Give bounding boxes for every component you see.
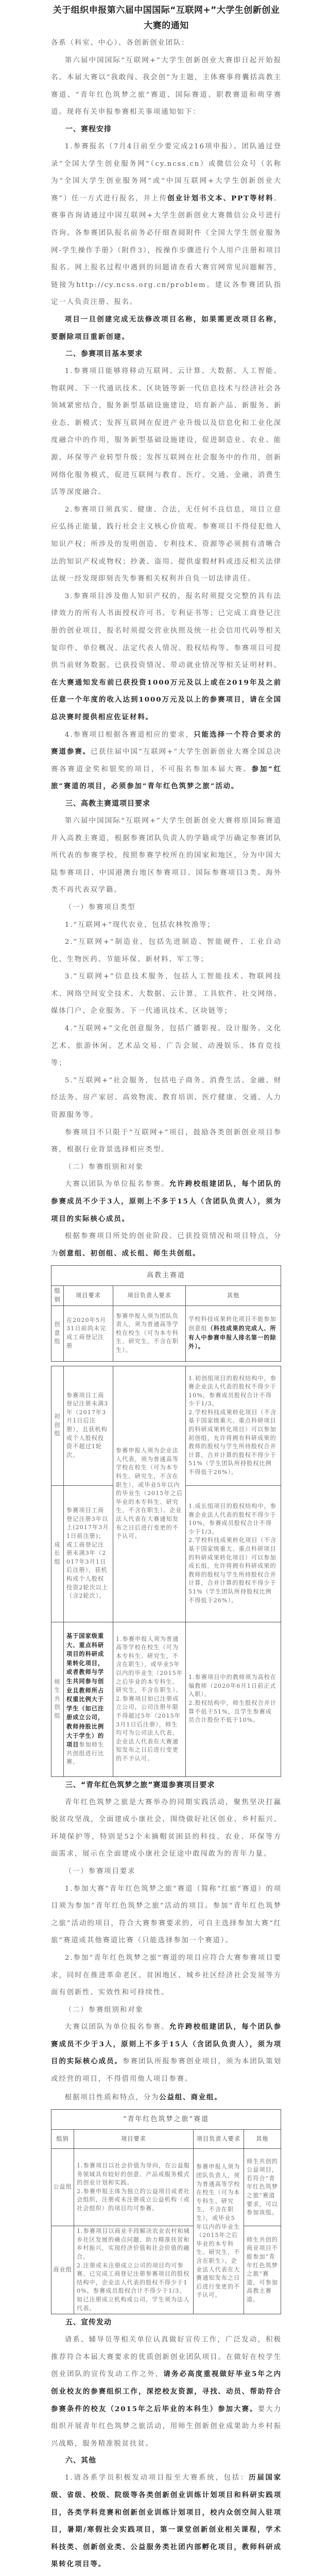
other-cell: 师生共创的商业项目不能参加“青年红色筑梦之旅”赛道，可参加高教主赛道。 [244, 2226, 281, 2314]
group-list [51, 1228, 282, 1262]
salutation: 各系（科室、中心）、各创新创业团队： [51, 39, 189, 47]
project-requirement-cell: 1.参赛项目以社会价值为导向，在公益服务领域具有较好的创意、产品或服务模式的创业计划和实践。 2.参赛申报主体为独立的公益项目或者社会组织，注册或未注册成立公益机构（或社会组织）的项目均可参赛。 [74, 2149, 194, 2226]
publicity-paragraph [51, 2331, 282, 2452]
text-run-bold: 创意组、初创组、成长组、师生共创组。 [59, 1249, 201, 1258]
requirement-3 [51, 588, 282, 726]
column-header-leader-requirement: 项目负责人要求 [194, 2130, 244, 2149]
text-run: 大赛以团队为单位报名参赛。 [64, 2023, 169, 2031]
text-run: 4.参赛项目根据各赛道相应的要求， [64, 731, 194, 739]
text-run: 学校科技成果转化项目不能参加创意组 [188, 1316, 276, 1332]
table-row [51, 1622, 281, 1776]
text-run: 根据项目性质和特点，分为 [64, 2093, 160, 2102]
text-run: 参加师生共创组进行比赛。 [66, 1741, 105, 1766]
project-type-list [51, 917, 282, 1124]
other-cell: 1.参赛项目中的教师须为高校在编教师（2020年6月1日前正式入职）。 2.股权结构中，师生股权合并计算不低于51%，且学生参赛成员合计股份不低于10%。 [186, 1622, 281, 1776]
text-run-bold: 允许跨校组建团队，每个团队参赛成员不少于3人，原则上不多于15人（含团队负责人），须为项目的实际核心成员。 [51, 2023, 282, 2066]
text-run: 。赛事咨询请通过中国互联网+大学生创新创业大赛微信公众号进行咨询。各参赛团队报名前务必仔细查阅附件《全国大学生创业服务网-学生操作手册》（附件3），按操作步骤进行个人用户注册和项目报名。网上报名过程中遇到的问题请查看大赛官网常见问题解答，链接为http://cy.ncss.org.cn/problem。建议各参赛团队指定一人负责注册、报名。 [51, 194, 282, 307]
group-cell: 创意组 [51, 1306, 64, 1361]
column-header-group: 组别 [51, 2130, 74, 2149]
team-rules [51, 1176, 282, 1228]
text-run: 参赛团队所报参赛创业项目，须为本团队策划或经营的项目，不得借用他人项目参赛。 [51, 2058, 282, 2083]
column-header-project-requirement: 项目要求 [64, 1286, 113, 1306]
schedule-paragraph-rename: 项目一旦创建完成无法修改项目名称，如果需更改项目名称，要删除项目重新创建。 [51, 315, 282, 341]
column-header-other: 其他 [186, 1286, 281, 1306]
group-cell: 成长组 [51, 1485, 64, 1622]
table-row [51, 2149, 281, 2226]
project-type-item: 5.“互联网+”社会服务，包括电子商务、消费生活、金融、财经法务、房产家居、高效物流、教育培训、医疗健康、交通、人力资源服务等。 [51, 1076, 282, 1120]
text-run: 已获往届中国“互联网+”大学生创新创业大赛全国总决赛各赛道金奖和银奖的项目，不可报名参加本届大赛。 [51, 748, 282, 773]
project-type-item: 4.“互联网+”文化创意服务，包括广播影视、设计服务、文化艺术、旅游休闲、艺术品交易、广告会展、动漫娱乐、体育竞技等； [51, 1025, 282, 1067]
table-row [51, 2226, 281, 2314]
subheading-project-requirements: （一）参赛项目要求 [64, 1867, 136, 1875]
section-heading-higher-ed-track: 三、高教主赛道项目要求 [65, 799, 150, 808]
other-item-2 [51, 2573, 282, 2576]
table-caption-row [51, 1266, 281, 1286]
leader-requirement-cell: 1.参赛申报人须为普通高等学校在校生（可为本专科生、研究生，不含在职生），或毕业5年以内的毕业生（2015年之后毕业的本专科生、研究生，不含在职生）。 2.参赛项目如已注册成立公司，公司注册年限不得超过5年（2015年3月1日后注册），师生均可为公司法人代表。企业法人代表在大赛通知发布之日后进行变更的不予认可。 [113, 1622, 186, 1776]
project-requirement-cell: 1.参赛项目以商业手段解决农业农村和城乡社区发展的痛点问题、助力精准扶贫和乡村振兴，实现经济价值和社会价值的融合。 2.注册或未注册成立公司的项目均可参赛。已完成工商登记注册参赛项目的股权结构中，企业法人代表的股权不得少于10%，参赛成员股权合计不得少于1/3。如已注册成立机构或公司，学生须为法人代表。 [74, 2226, 194, 2314]
requirement-1: 1.参赛项目能够将移动互联网、云计算、大数据、人工智能、物联网、下一代通讯技术、区块链等新一代信息技术与经济社会各领域紧密结合，服务新型基础设施建设，培育新产品、新服务、新业态、新模式；发挥互联网在促进产业升级以及信息化和工业化深度融合中的作用，服务新型基础设施建设，促进制造业、农业、能源、环保等产业转型升级；发挥互联网在社会服务中的作用，创新网络化服务模式，促进互联网与教育、医疗、交通、金融、消费生活等深度融合。 [51, 367, 282, 497]
red-tour-requirement-2: 2.参加“青年红色筑梦之旅”赛道的项目应符合大赛参赛项目要求，同时在推进革命老区、贫困地区、城乡社区经济社会发展等方面有创新性、实效性和可持续性。 [51, 1954, 282, 1997]
table-header-row [51, 2130, 281, 2149]
other-cell: 1.成长组项目的股权结构中，参赛企业法人代表的股权不得少于10%，参赛成员股权合计不得少于1/3。 2.学校科技成果转化项目（不含基于国家级重大、重点科研项目的科研成果转化项目）可以参加成长组，允许将拥有科研成果的教师的股权与学生所持股权合并计算，合并计算的股权不得少于51%（学生团队所持股权比例不得低于26%）。 [186, 1485, 281, 1622]
leader-requirement-cell-shared: 参赛申报人须为团队负责人，须为普通高等学校在校生（可为本专科生、研究生，不含在职生），或毕业5年以内的毕业生（2015年之后毕业的本专科生、研究生，不含在职生）。企业法人代表在大赛通知发布之日后进行变更的不予认可。 [194, 2149, 244, 2314]
document-title: 关于组织申报第六届中国国际“互联网+”大学生创新创业大赛的通知 [53, 5, 280, 31]
group-cell: 初创组 [51, 1366, 64, 1485]
project-requirement-cell: 参赛项目工商登记注册未满3年（2017年3月1日后注册），且获机构或个人股权投资不超过1轮次。 [64, 1366, 113, 1485]
project-type-item: 2.“互联网+”制造业，包括先进制造、智能硬件、工业自动化、生物医药、节能环保、新材料、军工等； [51, 938, 282, 963]
document-page [51, 0, 282, 2576]
text-run: 请系、辅导员等相关单位认真做好宣传工作，广泛发动，积极推荐符合本届大赛要求的优质创新创业团队项目。在做好在校学生创业团队的宣传发动工作之外， [51, 2336, 282, 2379]
group-cell: 师生共创组 [51, 1622, 64, 1776]
table-header-row [51, 1286, 281, 1306]
text-run: 要大力组织开展青年红色筑梦之旅活动，用师生创新创业成果助力乡村振兴战略，服务精准脱贫扶贫。 [51, 2405, 282, 2448]
group-list [51, 2089, 282, 2107]
leader-requirement-cell: 参赛申报人须为团队负责人，须为普通高等学校在校生（可为本专科生、研究生，不含在职生）。 [113, 1306, 186, 1361]
table-caption: “青年红色筑梦之旅”赛道 [51, 2110, 281, 2130]
text-run-bold: 参加“红旅”赛道的项目，必须参加“青年红色筑梦之旅”活动。 [51, 765, 282, 791]
text-run-bold: 创业计划书文本、PPT等材料 [167, 194, 274, 202]
section-heading-basic-requirements: 二、参赛项目基本要求 [65, 350, 143, 359]
text-run: 3.参赛项目涉及他人知识产权的，报名时须提交完整的具有法律效力的所有人书面授权许可书、专利证书等；已完成工商登记注册的创业项目，报名时须提交营业执照及统一社会信用代码等相关复印件、单位概况、法定代表人情况、股权结构等。参赛项目可提供当前财务数据、已获投资情况、带动就业情况等相关证明材料。 [51, 592, 282, 670]
section-heading-other: 六、其他 [65, 2456, 96, 2465]
section-heading-red-tour-track: 三、“青年红色筑梦之旅”赛道参赛项目要求 [65, 1781, 215, 1789]
column-header-other: 其他 [244, 2130, 281, 2149]
leader-requirement-cell-shared: 参赛申报人须为企业法人代表，须为普通高等学校在校生（可为本专科生、研究生，不含在职生），或毕业5年以内的毕业生（2015年之后毕业的本专科生、研究生，不含在职生）。企业法人代表在大赛通知发布之日后进行变更的不予认可。 [113, 1366, 186, 1622]
other-cell: 1.初创组项目的股权结构中，参赛企业法人代表的股权不得少于10%，参赛成员股权合计不得少于1/3。 2.学校科技成果转化项目（不含基于国家级重大、重点科研项目的科研成果转化项目）可以参加初创组，允许将拥有科研成果的教师的股权与学生所持股权合并计算，合并计算的股权不得少于51%（学生团队所持股权比例不得低于26%）。 [186, 1366, 281, 1485]
text-run-bold: 请务必高度重视做好毕业5年之内创业校友的参赛组织工作，深挖校友资源，寻找、动员、帮助符合参赛条件的校友（2015年之后毕业的本科生）参加大赛。 [51, 2370, 282, 2413]
text-run-bold: 允许跨校组建团队，每个团队的参赛成员不少于3人，原则上不多于15人（含团队负责人），须为项目的实际核心成员。 [51, 1180, 282, 1223]
column-header-leader-requirement: 项目负责人要求 [113, 1286, 186, 1306]
other-cell: 师生共创的公益项目，若符合“青年红色筑梦之旅”赛道要求，可以参加该组。 [244, 2149, 281, 2226]
text-run: 1.参赛报名（7月4日前至少要完成216项申报）。团队通过登录“全国大学生创业服务网”（cy.ncss.cn）或微信公众号（名称为“全国大学生创业服务网”或“中国互联网+大学生创新创业大赛”）任一方式进行报名，并上传 [51, 142, 282, 202]
project-requirement-cell: 在2020年5月31日前尚未完成工商登记注册 [64, 1306, 113, 1361]
text-run: 大赛以团队为单位报名参赛。 [64, 1180, 169, 1189]
project-type-note: 参赛项目不只限于“互联网+”项目，鼓励各类创新创业项目参赛，根据行业背景选择相应类型。 [51, 1128, 282, 1154]
red-tour-intro: 青年红色筑梦之旅是大赛举办的同期实践活动，聚焦坚决打赢脱贫攻坚战，全面建成小康社会，围绕做好社区创业、乡村振兴、环境保护等，特别是52个未摘帽贫困县的科技、农业、环保等方面需求，展示在全面建成小康社会征途中敢闯敢为的青年力量。 [51, 1798, 282, 1858]
requirement-2: 2.参赛项目须真实、健康、合法，无任何不良信息，项目立意应弘扬正能量，践行社会主义核心价值观。参赛项目不得侵犯他人知识产权；所涉及的发明创造、专利技术、资源等必须拥有清晰合法的知识产权或物权；抄袭、盗用、提供虚假材料或违反相关法律法规一经发现即刻丧失参赛相关权利并自负一切法律责任。 [51, 505, 282, 583]
intro-paragraph: 第六届中国国际“互联网+”大学生创新创业大赛即日起开始报名。本届大赛以“我敢闯、我会创”为主题，主体赛事将囊括高教主赛道、“青年红色筑梦之旅”赛道、国际赛道、职教赛道和萌芽赛道。现将有关申报参赛相关事项通知如下： [51, 56, 282, 116]
text-run-bold: 在大赛通知发布前已获投资1000万元及以上或在2019年及之前任意一个年度的收入达到1000万元及以上的参赛项目，请在全国总决赛时提供相应佐证材料。 [51, 678, 282, 721]
table-gap [51, 1361, 281, 1366]
group-cell: 商业组 [51, 2226, 74, 2314]
text-run: 1.请各系学员积极发动项目报至大赛系统，包括： [64, 2474, 249, 2482]
group-cell: 公益组 [51, 2149, 74, 2226]
project-type-item: 3.“互联网+”信息技术服务，包括人工智能技术、物联网技术、网络空间安全技术、大数据、云计算、工具软件、社交网络、媒体门户、企业服务、下一代通讯技术、区块链等； [51, 973, 282, 1015]
text-run-bold: （科技成果的完成人、所有人中参赛申报人排名第一的除外）。 [188, 1324, 276, 1350]
table-row [51, 1306, 281, 1361]
section-heading-schedule: 一、赛程安排 [65, 125, 112, 133]
higher-ed-track-table [51, 1265, 281, 1776]
table-caption-row [51, 2110, 281, 2130]
project-requirement-cell: 参赛项目工商登记注册3年以上(2017年3月1日前注册)；或工商登记注册未满3年（2017年3月1日后注册），获机构或个人股权投资2轮次以上（含2轮次）。 [64, 1485, 113, 1622]
text-run-bold: 历届国家级、省级、校级、院级等各类创新创业训练计划项目和科研实践项目，各类学科竞赛和创新创业训练计划项目，校内众创空间入驻项目，暑期/寒假社会实践项目，第一课堂创新创业相关课程，学术科技类、创新创业类、公益服务类社团内部孵化项目，教师科研成果转化项目等。 [51, 2473, 282, 2569]
text-run: 根据参赛项目所处的创业阶段、已获投资情况和项目特点，分为 [51, 1232, 282, 1258]
subheading-project-types: （一）参赛项目类型 [64, 903, 136, 911]
subheading-groups: （二）参赛组别和对象 [64, 2006, 144, 2014]
schedule-paragraph-registration [51, 138, 282, 311]
higher-ed-intro: 第六届中国国际“互联网+”大学生创新创业大赛将原国际赛道并入高教主赛道，根据参赛团队负责人的学籍或学历确定参赛团队所代表的参赛学校，按照参赛学校所在的国家和地区，分为中国大陆参赛项目、中国港澳台地区参赛项目、国际参赛项目3类。海外类不再代表双学籍。 [51, 817, 282, 894]
section-heading-publicity: 五、宣传发动 [65, 2318, 112, 2327]
red-tour-track-table [51, 2109, 281, 2314]
column-header-group: 组别 [51, 1286, 64, 1306]
table-caption: 高教主赛道 [51, 1266, 281, 1286]
requirement-4 [51, 726, 282, 795]
column-header-project-requirement: 项目要求 [74, 2130, 194, 2149]
text-run-bold: 只能选择一个符合要求的赛道参赛。 [51, 730, 282, 756]
table-row [51, 1366, 281, 1485]
red-tour-requirement-1: 1.参加大赛“青年红色筑梦之旅”赛道（简称“红旅”赛道）的项目须为参加“青年红色筑梦之旅”活动的项目。参加“青年红色筑梦之旅”活动的项目，符合大赛参赛要求的，可自主选择参加大赛“红旅”赛道或其他赛道比赛（只能选择参加一个赛道）。 [51, 1885, 282, 1945]
project-type-item: 1.“互联网+”现代农业，包括农林牧渔等； [64, 921, 215, 929]
subheading-groups: （二）参赛组别和对象 [64, 1163, 144, 1171]
project-requirement-cell [64, 1622, 113, 1776]
team-rules [51, 2019, 282, 2088]
other-item-1 [51, 2469, 282, 2573]
table-gap-cell [51, 1361, 281, 1366]
other-cell [186, 1306, 281, 1361]
text-run-bold: 基于国家级重大、重点科研项目的科研成果转化项目，或者教师与学生共同参与创业且教师所占权重比例大于学生（如已注册成立公司，教师持股比例大于学生）的项目 [66, 1632, 105, 1749]
text-run-bold: 公益组、商业组。 [159, 2093, 222, 2102]
